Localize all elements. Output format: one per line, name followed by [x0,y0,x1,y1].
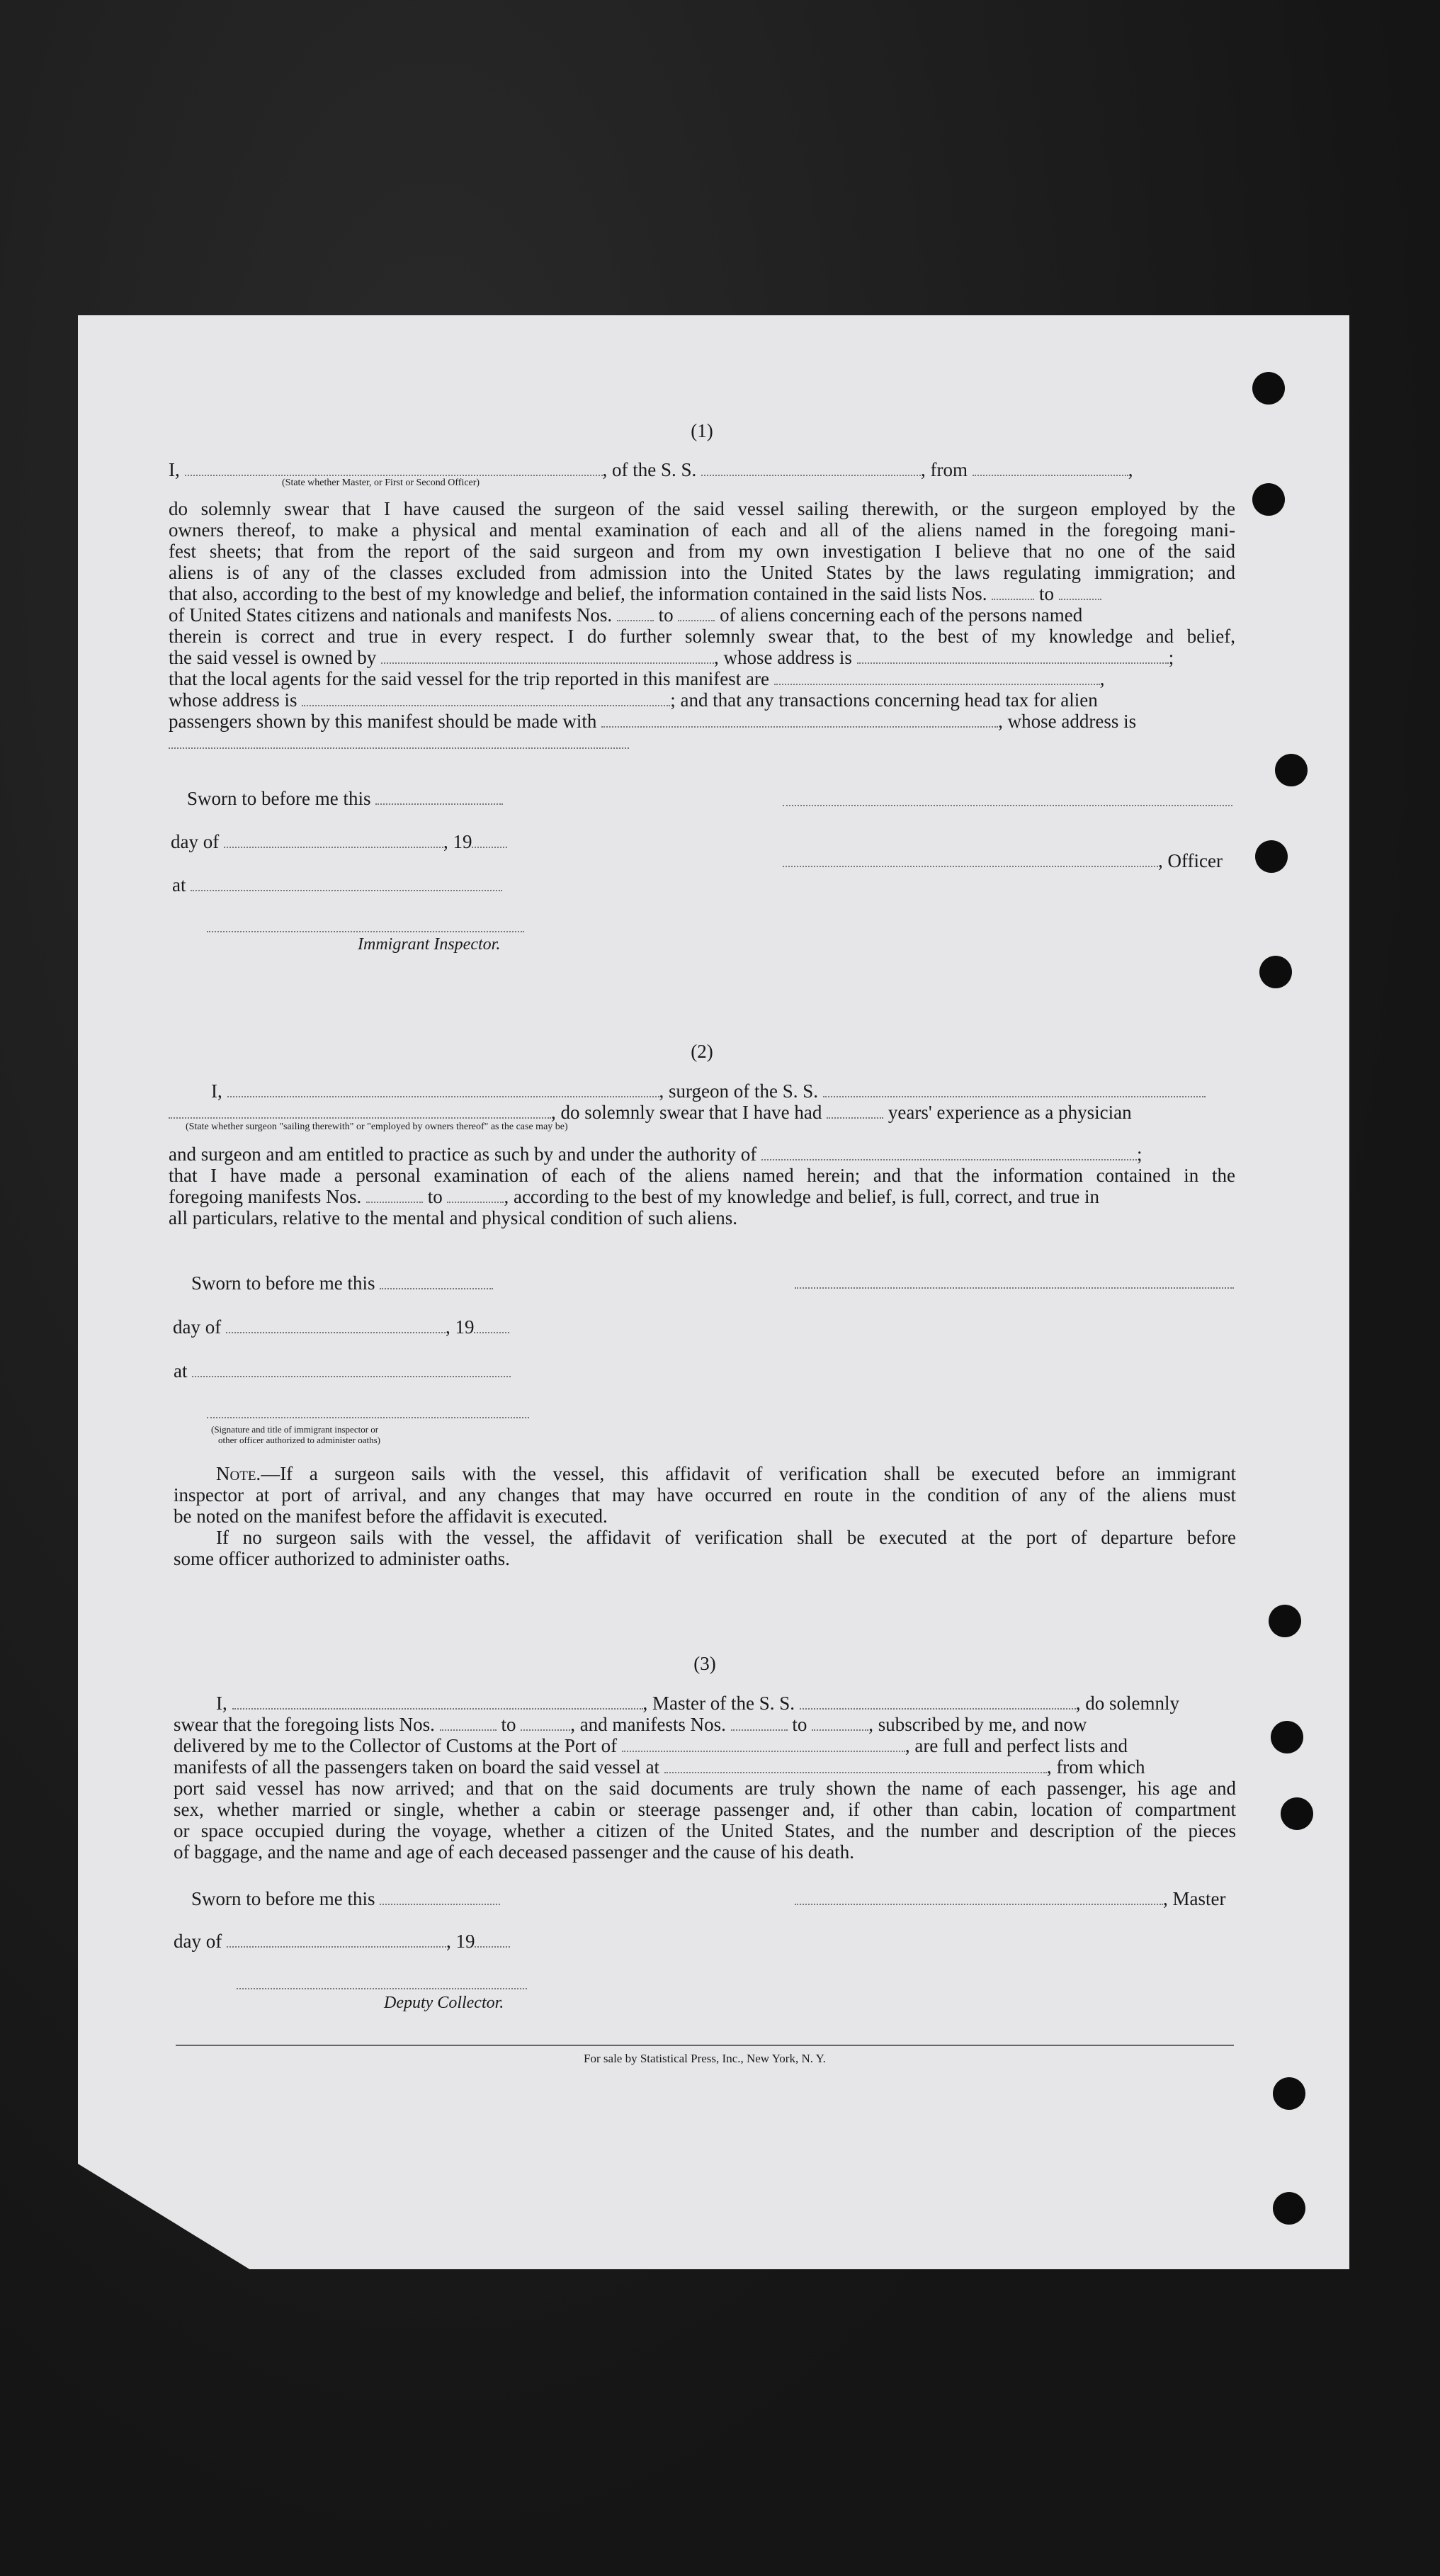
agents-field[interactable] [774,671,1100,685]
head-tax-party-field[interactable] [601,713,998,728]
note-text: —If a surgeon sails with the vessel, this affidavit of verification shall be executed before an immigrant [261,1463,1236,1484]
s2-sworn-date-field[interactable] [380,1275,493,1289]
s3-manifests-from-field[interactable] [731,1717,788,1731]
port-from-field[interactable] [973,462,1128,476]
lists-from-field[interactable] [992,586,1034,600]
at-label: at [172,874,186,896]
s3-line [174,1735,1236,1756]
master-signature-field[interactable] [795,1891,1163,1905]
s3-lists-to-field[interactable] [521,1717,570,1731]
state-note: (State whether Master, or First or Second Officer) [282,478,480,488]
s2-l3a: and surgeon and am entitled to practice as such by and under the authority of [169,1143,757,1165]
footer-rule [176,2045,1234,2046]
s2-l5a: foregoing manifests Nos. [169,1186,362,1207]
year-label: , 19 [443,831,472,852]
punch-hole [1255,840,1288,873]
s3-l2d: to [792,1714,807,1735]
year-label: , 19 [446,1931,475,1952]
s3-l4b: , from which [1046,1756,1145,1778]
s1-inspector-line [207,931,524,932]
s3-l2e: , subscribed by me, and now [868,1714,1087,1735]
s1-l6a: of United States citizens and nationals and manifests Nos. [169,604,613,626]
s1-l8a: the said vessel is owned by [169,647,377,668]
s1-l11b: , whose address is [998,711,1137,732]
s3-line [174,1714,1236,1735]
s3-sworn-date-field[interactable] [380,1891,500,1905]
punch-hole [1252,372,1285,405]
s2-line: all particulars, relative to the mental and physical condition of such aliens. [169,1207,737,1228]
day-of-label: day of [174,1931,222,1952]
s2-state-note [186,1122,823,1133]
punch-hole [1275,754,1308,786]
manifests-from-field[interactable] [617,607,654,621]
s1-l5b: to [1038,583,1054,604]
s3-year-field[interactable] [475,1933,510,1948]
s2-signature-left-line [207,1417,529,1418]
surgeon-status-field[interactable] [169,1105,551,1119]
s2-l2b: years' experience as a physician [888,1102,1132,1123]
s2-manifests-to-field[interactable] [447,1189,504,1203]
s3-manifests-to-field[interactable] [812,1717,868,1731]
s3-lists-from-field[interactable] [440,1717,497,1731]
s1-line: owners thereof, to make a physical and mental examination of each and all of the aliens named in the foregoing mani- [169,519,1235,541]
s1-l6c: of aliens concerning each of the persons named [720,604,1083,626]
section-2 [169,1041,1235,1062]
sworn-label: Sworn to before me this [187,788,371,809]
s1-signature-line [783,805,1232,806]
punch-hole [1269,1605,1301,1637]
s3-l2c: , and manifests Nos. [570,1714,726,1735]
s1-comma: , [1128,459,1133,480]
year-field[interactable] [472,834,507,848]
sig-note-line: other officer authorized to administer oaths) [218,1435,380,1445]
s1-officer-sig [783,850,1223,872]
s2-body-2 [169,1143,1235,1228]
surgeon-name-field[interactable] [227,1083,659,1097]
s1-body [169,498,1235,753]
lists-to-field[interactable] [1059,586,1101,600]
day-of-field[interactable] [224,834,443,848]
s1-inspector: Immigrant Inspector. [358,935,501,954]
punch-hole [1259,956,1292,988]
s1-line [169,711,1235,732]
sig-note-line: (Signature and title of immigrant inspector or [211,1424,379,1435]
s3-l3b: , are full and perfect lists and [905,1735,1128,1756]
s2-at [174,1360,511,1382]
sworn-label: Sworn to before me this [191,1272,375,1294]
s2-line [169,1080,1235,1102]
s1-at [172,874,502,896]
section-3 [174,1653,1236,1674]
note-line: be noted on the manifest before the affidavit is executed. [174,1506,608,1527]
head-tax-address-field[interactable] [169,735,629,749]
sworn-date-field[interactable] [375,791,503,805]
s1-state-note [282,478,707,489]
s2-year-field[interactable] [474,1319,509,1333]
s3-line [174,1693,1236,1714]
authority-field[interactable] [761,1146,1137,1160]
s1-l9b: , [1099,668,1105,689]
s2-day [173,1316,509,1338]
s3-body [174,1693,1236,1863]
s1-line [169,583,1235,604]
sworn-label: Sworn to before me this [191,1888,375,1909]
footer-text: For sale by Statistical Press, Inc., New York, N. Y. [584,2052,826,2065]
s3-line: of baggage, and the name and age of each deceased passenger and the cause of his death. [174,1841,855,1863]
section-1 [169,420,1235,441]
s2-manifests-from-field[interactable] [366,1189,423,1203]
officer-signature-field[interactable] [783,853,1158,867]
s2-sworn [191,1272,493,1294]
note-line: If no surgeon sails with the vessel, the affidavit of verification shall be executed at the port of departure before [216,1527,1236,1548]
s1-line [169,732,1235,753]
punch-hole [1273,2077,1305,2110]
s2-l5b: to [427,1186,443,1207]
s2-sig-note [211,1424,380,1445]
s3-solemnly: , do solemnly [1075,1693,1179,1714]
s1-line [169,647,1235,668]
s3-deputy-line [237,1988,527,1989]
s1-sworn [187,788,503,810]
s3-l2b: to [501,1714,516,1735]
s2-line [169,1102,1235,1123]
section-number: (2) [691,1041,713,1062]
s2-i: I, [211,1080,222,1102]
s3-line: or space occupied during the voyage, whether a citizen of the United States, and the number and description of the pieces [174,1820,1236,1841]
note-line [174,1463,1236,1484]
master-name-field[interactable] [232,1695,643,1710]
vessel-name-field[interactable] [701,462,921,476]
s1-l5a: that also, according to the best of my knowledge and belief, the information contained in the said lists Nos. [169,583,987,604]
note-head: Note. [216,1463,261,1484]
s3-i: I, [216,1693,227,1714]
s3-master-sig [795,1888,1225,1910]
s1-l10b: ; and that any transactions concerning head tax for alien [670,689,1098,711]
s1-line: do solemnly swear that I have caused the surgeon of the said vessel sailing therewith, or the surgeon employed by the [169,498,1235,519]
port-of-customs-field[interactable] [622,1738,905,1752]
s2-l5c: , according to the best of my knowledge and belief, is full, correct, and true in [504,1186,1099,1207]
s3-l4a: manifests of all the passengers taken on board the said vessel at [174,1756,660,1778]
day-of-label: day of [173,1316,222,1338]
s3-sworn [191,1888,500,1910]
section-number: (3) [693,1653,716,1674]
s2-l3b: ; [1137,1143,1143,1165]
port-of-departure-field[interactable] [664,1759,1047,1773]
day-of-label: day of [171,831,220,852]
owner-field[interactable] [381,650,714,664]
s2-day-of-field[interactable] [226,1319,446,1333]
s3-line: sex, whether married or single, whether a cabin or steerage passenger and, if other than cabin, location of compartment [174,1799,1236,1820]
s2-surgeon-of: , surgeon of the S. S. [659,1080,819,1102]
s3-line [174,1756,1236,1778]
agents-address-field[interactable] [302,692,670,706]
s1-l8b: , whose address is [713,647,852,668]
note-line: inspector at port of arrival, and any changes that may have occurred en route in the condition of any of the aliens must [174,1484,1236,1506]
note-line: some officer authorized to administer oaths. [174,1548,510,1569]
punch-hole [1281,1797,1313,1830]
officer-label: , Officer [1158,850,1223,871]
owner-address-field[interactable] [857,650,1169,664]
s1-line [169,604,1235,626]
at-field[interactable] [191,877,502,891]
s1-of-ss: , of the S. S. [602,459,697,480]
punch-hole [1252,483,1285,516]
s2-note [174,1463,1236,1569]
at-label: at [174,1360,188,1382]
s1-i: I, [169,459,180,480]
state-note: (State whether surgeon "sailing therewith" or "employed by owners thereof" as the case may be) [186,1122,568,1132]
s2-line: that I have made a personal examination of each of the aliens named herein; and that the information contained in the [169,1165,1235,1186]
s1-line: fest sheets; that from the report of the said surgeon and from my own investigation I believe that no one of the said [169,541,1235,562]
s1-line [169,668,1235,689]
s1-day [171,831,507,853]
s1-l9a: that the local agents for the said vessel for the trip reported in this manifest are [169,668,769,689]
s1-l8c: ; [1168,647,1174,668]
s3-vessel-field[interactable] [800,1695,1076,1710]
s3-day-of-field[interactable] [227,1933,446,1948]
s3-day [174,1931,510,1953]
master-label: , Master [1163,1888,1226,1909]
s1-l11a: passengers shown by this manifest should be made with [169,711,597,732]
manifests-to-field[interactable] [678,607,715,621]
section-number: (1) [691,420,713,441]
s1-line: therein is correct and true in every respect. I do further solemnly swear that, to the best of my knowledge and belief, [169,626,1235,647]
punch-hole [1273,2192,1305,2225]
s3-master-of: , Master of the S. S. [642,1693,795,1714]
s2-surgeon-signature-line [795,1287,1234,1289]
s2-at-field[interactable] [192,1363,511,1377]
s1-l6b: to [658,604,674,626]
s2-line [169,1143,1235,1165]
year-label: , 19 [445,1316,475,1338]
s1-line: aliens is of any of the classes excluded from admission into the United States by the laws regulating immigration; and [169,562,1235,583]
s3-line: port said vessel has now arrived; and that on the said documents are truly shown the name of each passenger, his age and [174,1778,1236,1799]
officer-name-field[interactable] [185,462,603,476]
s3-l2a: swear that the foregoing lists Nos. [174,1714,435,1735]
s2-line [169,1186,1235,1207]
s2-l2a: , do solemnly swear that I have had [551,1102,822,1123]
years-experience-field[interactable] [827,1105,883,1119]
s1-from: , from [921,459,968,480]
s3-deputy: Deputy Collector. [384,1994,504,2012]
s1-l10a: whose address is [169,689,297,711]
punch-hole [1271,1721,1303,1753]
s2-vessel-field[interactable] [823,1083,1206,1097]
s1-line [169,689,1235,711]
s2-body [169,1080,1235,1123]
s3-l3a: delivered by me to the Collector of Customs at the Port of [174,1735,618,1756]
